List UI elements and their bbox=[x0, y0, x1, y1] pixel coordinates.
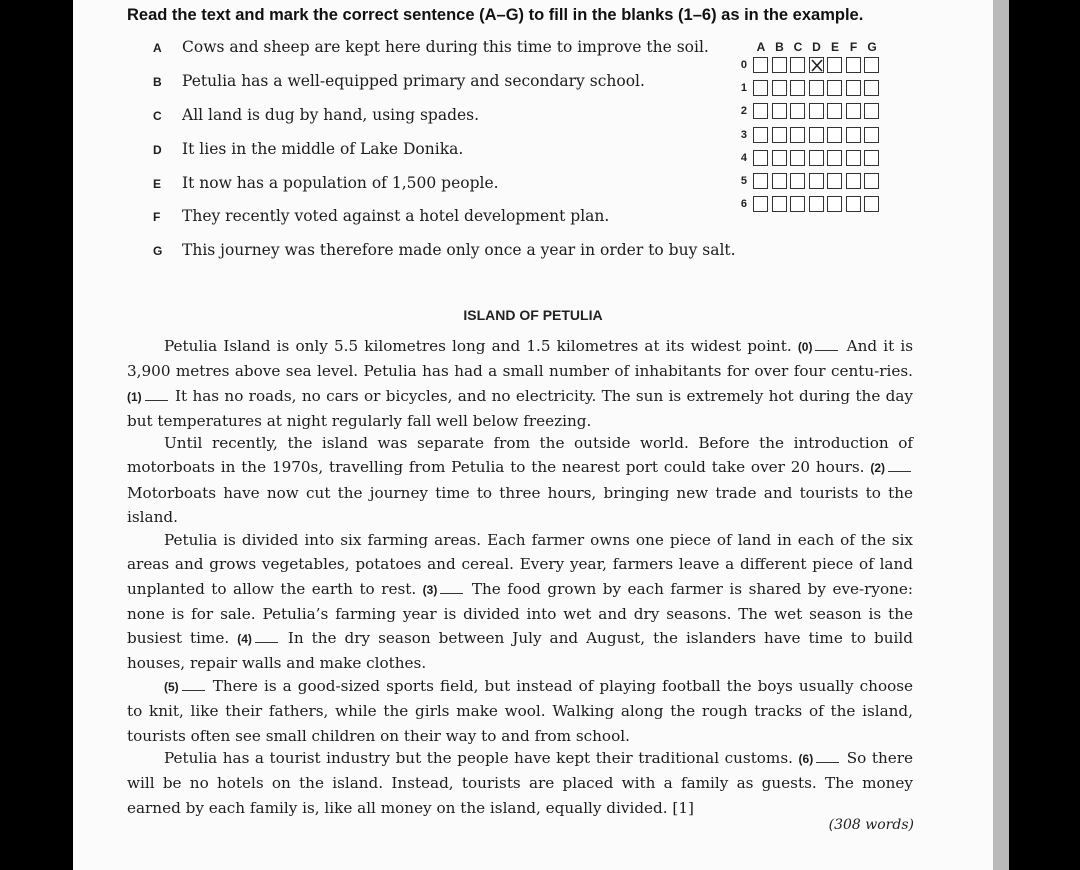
grid-column-d: D bbox=[812, 40, 821, 54]
paragraph-text: And it is 3,900 metres above sea level. Petulia has had a small number of inhabitants for over four centu-ries. bbox=[127, 337, 914, 381]
gap-label-0: (0) bbox=[797, 340, 813, 354]
answer-box-3-c[interactable] bbox=[790, 127, 805, 143]
answer-box-3-a[interactable] bbox=[753, 127, 768, 143]
answer-box-2-f[interactable] bbox=[846, 103, 861, 119]
answer-box-3-e[interactable] bbox=[827, 127, 842, 143]
option-text: All land is dug by hand, using spades. bbox=[182, 106, 480, 124]
answer-box-5-a[interactable] bbox=[753, 173, 768, 189]
cross-mark-icon bbox=[810, 58, 825, 74]
grid-column-b: B bbox=[775, 40, 784, 54]
option-letter: B bbox=[153, 75, 162, 89]
answer-box-1-c[interactable] bbox=[790, 80, 805, 96]
answer-box-6-a[interactable] bbox=[753, 196, 768, 212]
paragraph-text: The food grown by each farmer is shared by eve-ryone: none is for sale. Petulia’s farming year is divided into wet and dry seasons. The wet season is the busiest time. bbox=[127, 579, 914, 648]
grid-row-number: 5 bbox=[740, 175, 747, 187]
answer-box-4-c[interactable] bbox=[790, 150, 805, 166]
option-f bbox=[153, 207, 609, 227]
paragraph-text: Petulia Island is only 5.5 kilometres long and 1.5 kilometres at its widest point. bbox=[164, 337, 792, 355]
option-text: Cows and sheep are kept here during this time to improve the soil. bbox=[182, 38, 709, 56]
grid-row-number: 1 bbox=[740, 82, 747, 95]
answer-box-6-d[interactable] bbox=[809, 196, 824, 212]
grid-column-f: F bbox=[849, 40, 858, 54]
answer-box-6-f[interactable] bbox=[846, 196, 861, 212]
answer-box-2-d[interactable] bbox=[809, 103, 824, 119]
answer-box-2-e[interactable] bbox=[827, 103, 842, 119]
article-paragraph-2 bbox=[127, 431, 913, 529]
answer-box-2-c[interactable] bbox=[790, 103, 805, 119]
paragraph-text: It has no roads, no cars or bicycles, and no electricity. The sun is extremely hot during the day but temperatures at night regularly fall well below freezing. bbox=[127, 386, 914, 430]
gap-blank-2[interactable] bbox=[888, 461, 911, 472]
answer-box-4-f[interactable] bbox=[846, 150, 861, 166]
option-c bbox=[153, 106, 479, 126]
answer-box-6-g[interactable] bbox=[864, 196, 879, 212]
scrollbar[interactable] bbox=[993, 0, 1009, 870]
answer-box-4-e[interactable] bbox=[827, 150, 842, 166]
answer-box-5-b[interactable] bbox=[772, 173, 787, 189]
answer-box-0-g[interactable] bbox=[864, 57, 879, 73]
paragraph-text: Motorboats have now cut the journey time to three hours, bringing new trade and tourists to the island. bbox=[127, 483, 913, 526]
answer-box-2-a[interactable] bbox=[753, 103, 768, 119]
gap-blank-4[interactable] bbox=[255, 632, 278, 643]
gap-label-1: (1) bbox=[127, 389, 142, 404]
option-text: This journey was therefore made only once a year in order to buy salt. bbox=[182, 241, 736, 259]
paragraph-text: In the dry season between July and August, the islanders have time to build houses, repair walls and make clothes. bbox=[127, 629, 913, 673]
option-text: They recently voted against a hotel development plan. bbox=[182, 207, 610, 225]
answer-box-1-f[interactable] bbox=[846, 80, 861, 96]
option-letter: C bbox=[153, 109, 162, 123]
option-text: It now has a population of 1,500 people. bbox=[182, 174, 499, 192]
answer-box-3-g[interactable] bbox=[864, 127, 879, 143]
paragraph-text: There is a good-sized sports field, but instead of playing football the boys usually choose to knit, like their fathers, while the girls make wool. Walking along the rough tracks of the island, tourists often see small children on their way to and from school. bbox=[127, 677, 914, 745]
grid-row-number: 4 bbox=[740, 151, 747, 164]
paragraph-text: So there will be no hotels on the island. Instead, tourists are placed with a family as guests. The money earned by each family is, like all money on the island, equally divided. [1] bbox=[127, 749, 913, 817]
grid-row-number: 0 bbox=[740, 59, 747, 71]
answer-box-1-a[interactable] bbox=[753, 80, 768, 96]
gap-blank-0[interactable] bbox=[815, 340, 838, 351]
option-text: It lies in the middle of Lake Donika. bbox=[182, 140, 464, 158]
grid-column-c: C bbox=[793, 40, 803, 54]
answer-box-0-b[interactable] bbox=[772, 57, 787, 73]
answer-box-6-c[interactable] bbox=[790, 196, 805, 212]
paragraph-text: Petulia is divided into six farming areas. Each farmer owns one piece of land in each of the six areas and grows vegetables, potatoes and cereal. Every year, farmers leave a different piece of land unplanted to allow the earth to rest. bbox=[127, 531, 913, 598]
answer-box-4-b[interactable] bbox=[772, 150, 787, 166]
answer-box-5-e[interactable] bbox=[827, 173, 842, 189]
answer-box-0-e[interactable] bbox=[827, 57, 842, 73]
article-paragraph-5 bbox=[127, 746, 913, 820]
word-count: (308 words) bbox=[828, 817, 914, 833]
gap-label-3: (3) bbox=[422, 582, 438, 597]
answer-box-2-g[interactable] bbox=[864, 103, 879, 119]
answer-box-0-f[interactable] bbox=[846, 57, 861, 73]
option-d bbox=[153, 140, 463, 160]
answer-box-1-e[interactable] bbox=[827, 80, 842, 96]
answer-box-5-d[interactable] bbox=[809, 173, 824, 189]
grid-row-number: 2 bbox=[740, 105, 747, 118]
answer-box-4-d[interactable] bbox=[809, 150, 824, 166]
option-e bbox=[153, 174, 499, 194]
gap-label-2: (2) bbox=[870, 461, 886, 476]
gap-blank-6[interactable] bbox=[816, 752, 839, 763]
paragraph-text: Petulia has a tourist industry but the people have kept their traditional customs. bbox=[164, 749, 793, 767]
grid-column-g: G bbox=[867, 40, 877, 54]
gap-label-4: (4) bbox=[237, 632, 252, 647]
answer-box-5-g[interactable] bbox=[864, 173, 879, 189]
option-letter: G bbox=[153, 244, 163, 258]
option-g bbox=[153, 241, 736, 261]
answer-box-5-c[interactable] bbox=[790, 173, 805, 189]
option-letter: F bbox=[153, 210, 161, 224]
answer-box-6-e[interactable] bbox=[827, 196, 842, 212]
article-paragraph-3 bbox=[127, 528, 913, 676]
answer-box-1-g[interactable] bbox=[864, 80, 879, 96]
answer-box-0-c[interactable] bbox=[790, 57, 805, 73]
paragraph-text: Until recently, the island was separate from the outside world. Before the introduction of motorboats in the 1970s, travelling from Petulia to the nearest port could take over 20 hours. bbox=[127, 434, 913, 477]
option-letter: A bbox=[153, 41, 162, 55]
grid-column-e: E bbox=[830, 40, 839, 54]
worksheet-page bbox=[73, 0, 993, 870]
answer-box-3-d[interactable] bbox=[809, 127, 824, 143]
answer-box-2-b[interactable] bbox=[772, 103, 787, 119]
gap-blank-1[interactable] bbox=[145, 390, 168, 401]
answer-box-0-a[interactable] bbox=[753, 57, 768, 73]
option-a bbox=[153, 38, 709, 58]
option-letter: E bbox=[153, 177, 162, 191]
answer-box-4-g[interactable] bbox=[864, 150, 879, 166]
article-title: ISLAND OF PETULIA bbox=[463, 307, 603, 323]
gap-blank-3[interactable] bbox=[440, 583, 463, 594]
article-paragraph-4 bbox=[127, 674, 913, 748]
answer-box-3-b[interactable] bbox=[772, 127, 787, 143]
answer-box-1-b[interactable] bbox=[772, 80, 787, 96]
answer-box-0-d[interactable] bbox=[809, 57, 824, 73]
article-paragraph-1 bbox=[127, 334, 913, 433]
answer-box-6-b[interactable] bbox=[772, 196, 787, 212]
grid-row-number: 3 bbox=[740, 128, 747, 141]
gap-label-5: (5) bbox=[164, 680, 179, 694]
gap-blank-5[interactable] bbox=[182, 680, 205, 691]
option-b bbox=[153, 72, 645, 92]
gap-label-6: (6) bbox=[798, 752, 814, 766]
option-text: Petulia has a well-equipped primary and secondary school. bbox=[182, 72, 645, 90]
answer-box-5-f[interactable] bbox=[846, 173, 861, 189]
instruction-heading: Read the text and mark the correct sentence (A–G) to fill in the blanks (1–6) as in the example. bbox=[127, 6, 864, 24]
answer-box-4-a[interactable] bbox=[753, 150, 768, 166]
grid-row-number: 6 bbox=[740, 198, 747, 211]
option-letter: D bbox=[153, 143, 162, 157]
answer-box-1-d[interactable] bbox=[809, 80, 824, 96]
grid-column-a: A bbox=[756, 40, 766, 54]
answer-box-3-f[interactable] bbox=[846, 127, 861, 143]
